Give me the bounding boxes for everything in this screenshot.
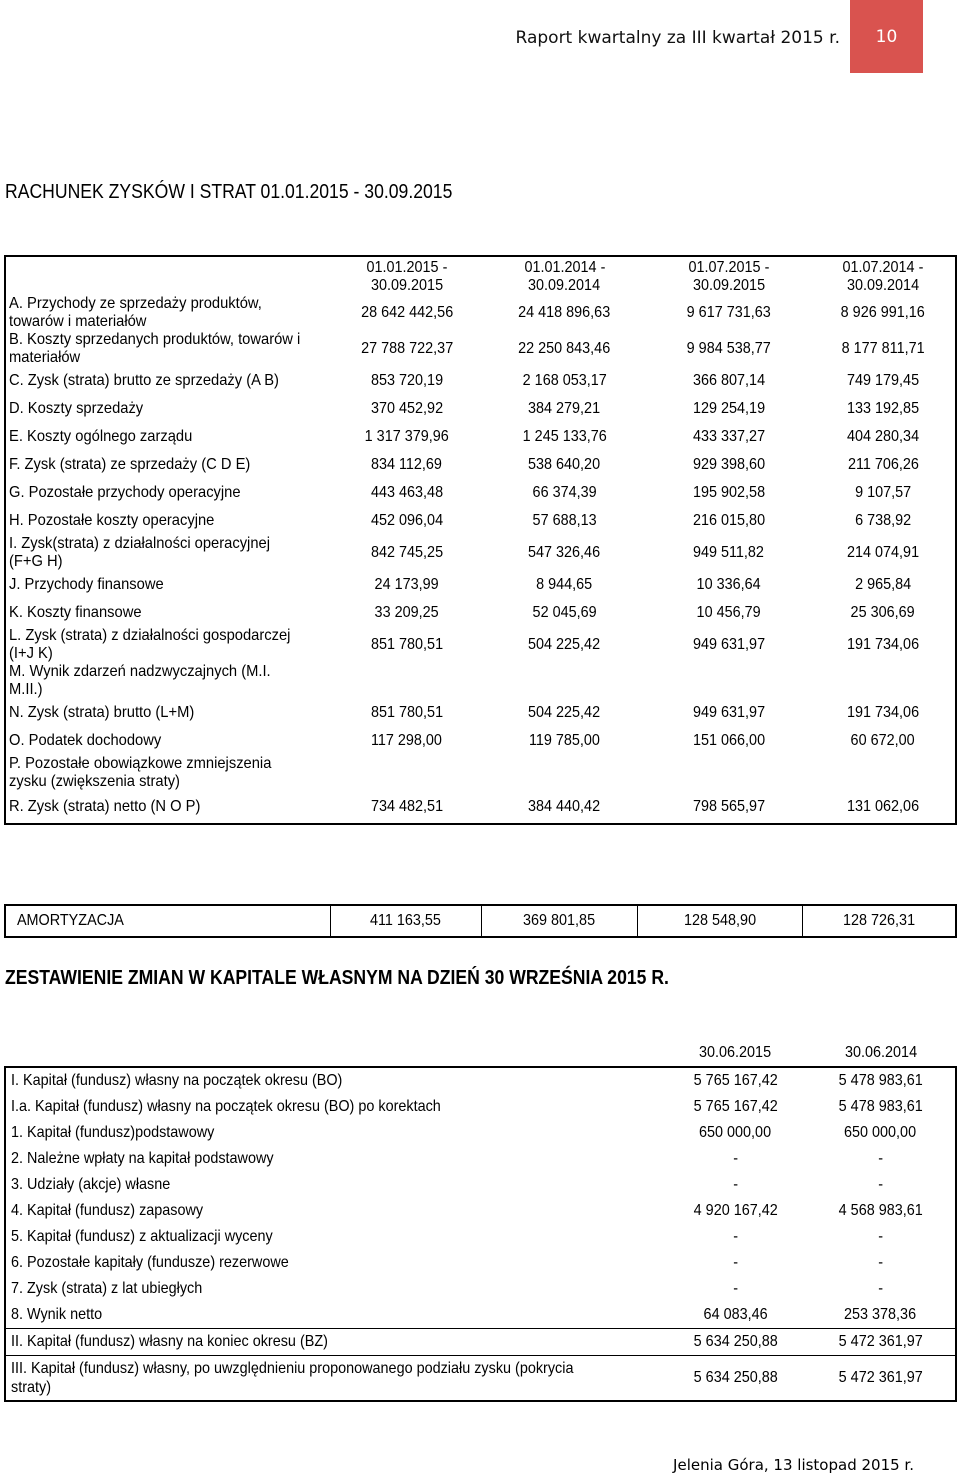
row-value: 9 107,57 bbox=[854, 484, 912, 501]
amortization-label: AMORTYZACJA bbox=[16, 912, 124, 929]
row-value bbox=[331, 755, 483, 791]
row-label: M. Wynik zdarzeń nadzwyczajnych (M.I. M.II.) bbox=[9, 663, 271, 698]
row-label: III. Kapitał (fundusz) własny, po uwzględnieniu proponowanego podziału zysku (pokrycia straty) bbox=[5, 1356, 665, 1402]
row-value: 28 642 442,56 bbox=[360, 304, 453, 321]
row-label: K. Koszty finansowe bbox=[9, 604, 142, 621]
row-value bbox=[811, 755, 956, 791]
table-row bbox=[5, 627, 956, 663]
header-empty-cell bbox=[5, 256, 331, 295]
row-value: 842 745,25 bbox=[370, 544, 443, 561]
row-value: 2 965,84 bbox=[854, 576, 912, 593]
row-value: - bbox=[733, 1150, 738, 1167]
row-label: P. Pozostałe obowiązkowe zmniejszenia zysku (zwiększenia straty) bbox=[9, 755, 272, 790]
row-value: 504 225,42 bbox=[528, 704, 601, 721]
row-value: 547 326,46 bbox=[528, 544, 601, 561]
row-label: B. Koszty sprzedanych produktów, towarów i materiałów bbox=[9, 331, 301, 366]
row-label: F. Zysk (strata) ze sprzedaży (C D E) bbox=[9, 456, 251, 473]
table-row bbox=[5, 507, 956, 535]
table-row bbox=[5, 535, 956, 571]
row-value: 949 631,97 bbox=[692, 704, 765, 721]
table-row bbox=[5, 571, 956, 599]
equity-changes-title: ZESTAWIENIE ZMIAN W KAPITALE WŁASNYM NA DZIEŃ 30 WRZEŚNIA 2015 R. bbox=[5, 967, 669, 989]
row-value: 8 177 811,71 bbox=[841, 340, 925, 357]
income-statement-title: RACHUNEK ZYSKÓW I STRAT 01.01.2015 - 30.09.2015 bbox=[5, 181, 453, 203]
table-row bbox=[5, 1356, 956, 1402]
table-row bbox=[5, 451, 956, 479]
table-header-row bbox=[5, 256, 956, 295]
table-row bbox=[5, 367, 956, 395]
row-label: A. Przychody ze sprzedaży produktów, towarów i materiałów bbox=[9, 295, 262, 330]
row-value: 22 250 843,46 bbox=[518, 340, 611, 357]
row-label: E. Koszty ogólnego zarządu bbox=[9, 428, 193, 445]
row-value: 66 374,39 bbox=[532, 484, 597, 501]
amortization-value: 128 726,31 bbox=[803, 905, 956, 937]
row-value: 949 631,97 bbox=[692, 636, 765, 653]
table-row bbox=[5, 663, 956, 699]
row-value: 60 672,00 bbox=[850, 732, 916, 749]
row-value: 749 179,45 bbox=[846, 372, 920, 389]
table-row bbox=[5, 1329, 956, 1356]
row-label: 3. Udziały (akcje) własne bbox=[5, 1172, 665, 1198]
row-label: N. Zysk (strata) brutto (L+M) bbox=[9, 704, 195, 721]
row-value: 929 398,60 bbox=[692, 456, 765, 473]
table-row bbox=[5, 479, 956, 507]
row-value: 851 780,51 bbox=[370, 636, 443, 653]
row-value: 650 000,00 bbox=[810, 1120, 956, 1146]
equity-header-row bbox=[5, 1040, 956, 1067]
row-label: C. Zysk (strata) brutto ze sprzedaży (A B) bbox=[9, 372, 279, 389]
column-header: 30.06.2014 bbox=[844, 1044, 918, 1061]
row-value: 9 984 538,77 bbox=[686, 340, 771, 357]
row-value: 10 336,64 bbox=[696, 576, 761, 593]
row-value: 253 378,36 bbox=[810, 1302, 956, 1329]
row-label: L. Zysk (strata) z działalności gospodarczej (I+J K) bbox=[9, 627, 291, 662]
row-value: - bbox=[810, 1224, 956, 1250]
table-row bbox=[5, 423, 956, 451]
row-value: 119 785,00 bbox=[528, 732, 600, 749]
row-label: I. Zysk(strata) z działalności operacyjnej (F+G H) bbox=[9, 535, 270, 570]
row-value: 5 634 250,88 bbox=[665, 1329, 810, 1356]
row-value: 433 337,27 bbox=[692, 428, 765, 445]
row-label: I. Kapitał (fundusz) własny na początek okresu (BO) bbox=[5, 1067, 665, 1094]
row-value: 52 045,69 bbox=[532, 604, 597, 621]
table-row bbox=[5, 727, 956, 755]
row-value: 4 568 983,61 bbox=[810, 1198, 956, 1224]
row-value: 5 478 983,61 bbox=[810, 1094, 956, 1120]
table-row bbox=[5, 599, 956, 627]
row-label: D. Koszty sprzedaży bbox=[9, 400, 144, 417]
row-value: - bbox=[733, 1228, 738, 1245]
row-value: 10 456,79 bbox=[696, 604, 761, 621]
row-value bbox=[483, 663, 646, 699]
column-header: 01.01.2014 - 30.09.2014 bbox=[524, 259, 605, 294]
row-value: 8 926 991,16 bbox=[840, 304, 926, 321]
row-value: 5 472 361,97 bbox=[810, 1356, 956, 1402]
income-statement-table bbox=[4, 255, 957, 825]
row-value: 131 062,06 bbox=[846, 798, 920, 815]
row-value: 133 192,85 bbox=[846, 400, 920, 417]
amortization-value: 411 163,55 bbox=[331, 905, 482, 937]
row-value: 24 173,99 bbox=[374, 576, 439, 593]
row-value: - bbox=[810, 1250, 956, 1276]
amortization-value: 128 548,90 bbox=[638, 905, 803, 937]
row-value: 191 734,06 bbox=[846, 636, 920, 653]
row-value: - bbox=[810, 1146, 956, 1172]
row-label: 5. Kapitał (fundusz) z aktualizacji wyceny bbox=[5, 1224, 665, 1250]
amortization-table bbox=[4, 904, 957, 938]
row-value: 384 279,21 bbox=[528, 400, 601, 417]
column-header: 30.06.2015 bbox=[699, 1044, 772, 1061]
column-header: 01.07.2014 - 30.09.2014 bbox=[842, 259, 924, 294]
row-value: 366 807,14 bbox=[692, 372, 765, 389]
row-value bbox=[483, 755, 646, 791]
row-label: J. Przychody finansowe bbox=[9, 576, 164, 593]
row-value: 853 720,19 bbox=[370, 372, 443, 389]
row-label: G. Pozostałe przychody operacyjne bbox=[9, 484, 241, 501]
row-value: 191 734,06 bbox=[846, 704, 920, 721]
row-value: 851 780,51 bbox=[370, 704, 443, 721]
table-row bbox=[5, 1146, 956, 1172]
row-value: 650 000,00 bbox=[699, 1124, 772, 1141]
row-value: 5 472 361,97 bbox=[810, 1329, 956, 1356]
row-value: 25 306,69 bbox=[850, 604, 916, 621]
row-label: 8. Wynik netto bbox=[5, 1302, 665, 1329]
row-value bbox=[646, 663, 811, 699]
row-value: 443 463,48 bbox=[370, 484, 443, 501]
row-value: 5 765 167,42 bbox=[665, 1067, 810, 1094]
row-value bbox=[811, 663, 956, 699]
row-value: 798 565,97 bbox=[692, 798, 765, 815]
report-header-title: Raport kwartalny za III kwartał 2015 r. bbox=[515, 28, 840, 48]
row-value: - bbox=[733, 1176, 738, 1193]
table-row bbox=[5, 1224, 956, 1250]
row-value: 27 788 722,37 bbox=[360, 340, 453, 357]
table-row bbox=[5, 1067, 956, 1094]
place-and-date: Jelenia Góra, 13 listopad 2015 r. bbox=[673, 1456, 914, 1474]
row-value: 195 902,58 bbox=[692, 484, 765, 501]
table-row bbox=[5, 1120, 956, 1146]
row-value: 5 634 250,88 bbox=[665, 1356, 810, 1402]
row-value: 384 440,42 bbox=[528, 798, 601, 815]
row-value: 5 478 983,61 bbox=[810, 1067, 956, 1094]
row-value: 33 209,25 bbox=[374, 604, 439, 621]
table-row bbox=[5, 1094, 956, 1120]
row-value: 2 168 053,17 bbox=[522, 372, 607, 389]
row-value: - bbox=[733, 1254, 738, 1271]
amortization-row bbox=[5, 905, 956, 937]
row-label: 4. Kapitał (fundusz) zapasowy bbox=[5, 1198, 665, 1224]
row-value: 4 920 167,42 bbox=[693, 1202, 778, 1219]
row-value: 64 083,46 bbox=[703, 1306, 768, 1323]
row-value: 5 765 167,42 bbox=[693, 1098, 778, 1115]
row-value: 129 254,19 bbox=[692, 400, 765, 417]
row-value bbox=[646, 755, 811, 791]
table-row bbox=[5, 699, 956, 727]
equity-changes-table bbox=[4, 1040, 957, 1402]
row-label: 1. Kapitał (fundusz)podstawowy bbox=[5, 1120, 665, 1146]
table-row bbox=[5, 1198, 956, 1224]
table-row bbox=[5, 755, 956, 791]
row-value: 57 688,13 bbox=[532, 512, 597, 529]
row-value: 214 074,91 bbox=[846, 544, 920, 561]
header-empty-cell bbox=[5, 1040, 665, 1067]
row-value: 404 280,34 bbox=[846, 428, 920, 445]
table-row bbox=[5, 1250, 956, 1276]
row-label: II. Kapitał (fundusz) własny na koniec okresu (BZ) bbox=[5, 1329, 665, 1356]
row-label: 6. Pozostałe kapitały (fundusze) rezerwowe bbox=[5, 1250, 665, 1276]
row-label: O. Podatek dochodowy bbox=[9, 732, 162, 749]
row-value: 504 225,42 bbox=[528, 636, 601, 653]
row-value: 370 452,92 bbox=[370, 400, 443, 417]
row-label: 2. Należne wpłaty na kapitał podstawowy bbox=[5, 1146, 665, 1172]
row-value bbox=[331, 663, 483, 699]
column-header: 01.07.2015 - 30.09.2015 bbox=[688, 259, 769, 294]
row-value: 1 317 379,96 bbox=[364, 428, 449, 445]
row-value: 24 418 896,63 bbox=[518, 304, 611, 321]
row-value: - bbox=[810, 1172, 956, 1198]
row-value: 1 245 133,76 bbox=[522, 428, 607, 445]
table-row bbox=[5, 1172, 956, 1198]
row-label: 7. Zysk (strata) z lat ubiegłych bbox=[5, 1276, 665, 1302]
row-value: - bbox=[733, 1280, 738, 1297]
row-value: 117 298,00 bbox=[371, 732, 443, 749]
row-value: 216 015,80 bbox=[692, 512, 765, 529]
row-value: 211 706,26 bbox=[847, 456, 919, 473]
row-value: 6 738,92 bbox=[854, 512, 912, 529]
amortization-value: 369 801,85 bbox=[481, 905, 637, 937]
table-row bbox=[5, 1302, 956, 1329]
row-label: I.a. Kapitał (fundusz) własny na początek okresu (BO) po korektach bbox=[5, 1094, 665, 1120]
page-number-badge: 10 bbox=[850, 0, 923, 73]
row-label: R. Zysk (strata) netto (N O P) bbox=[9, 798, 201, 815]
row-value: 452 096,04 bbox=[370, 512, 443, 529]
table-row bbox=[5, 295, 956, 331]
table-row bbox=[5, 331, 956, 367]
row-value: - bbox=[810, 1276, 956, 1302]
table-row bbox=[5, 791, 956, 824]
row-value: 151 066,00 bbox=[692, 732, 765, 749]
row-value: 9 617 731,63 bbox=[686, 304, 771, 321]
table-row bbox=[5, 1276, 956, 1302]
row-value: 834 112,69 bbox=[371, 456, 443, 473]
row-value: 8 944,65 bbox=[536, 576, 593, 593]
table-row bbox=[5, 395, 956, 423]
row-value: 538 640,20 bbox=[528, 456, 601, 473]
row-value: 734 482,51 bbox=[370, 798, 443, 815]
row-value: 949 511,82 bbox=[693, 544, 765, 561]
column-header: 01.01.2015 - 30.09.2015 bbox=[366, 259, 448, 294]
row-label: H. Pozostałe koszty operacyjne bbox=[9, 512, 215, 529]
